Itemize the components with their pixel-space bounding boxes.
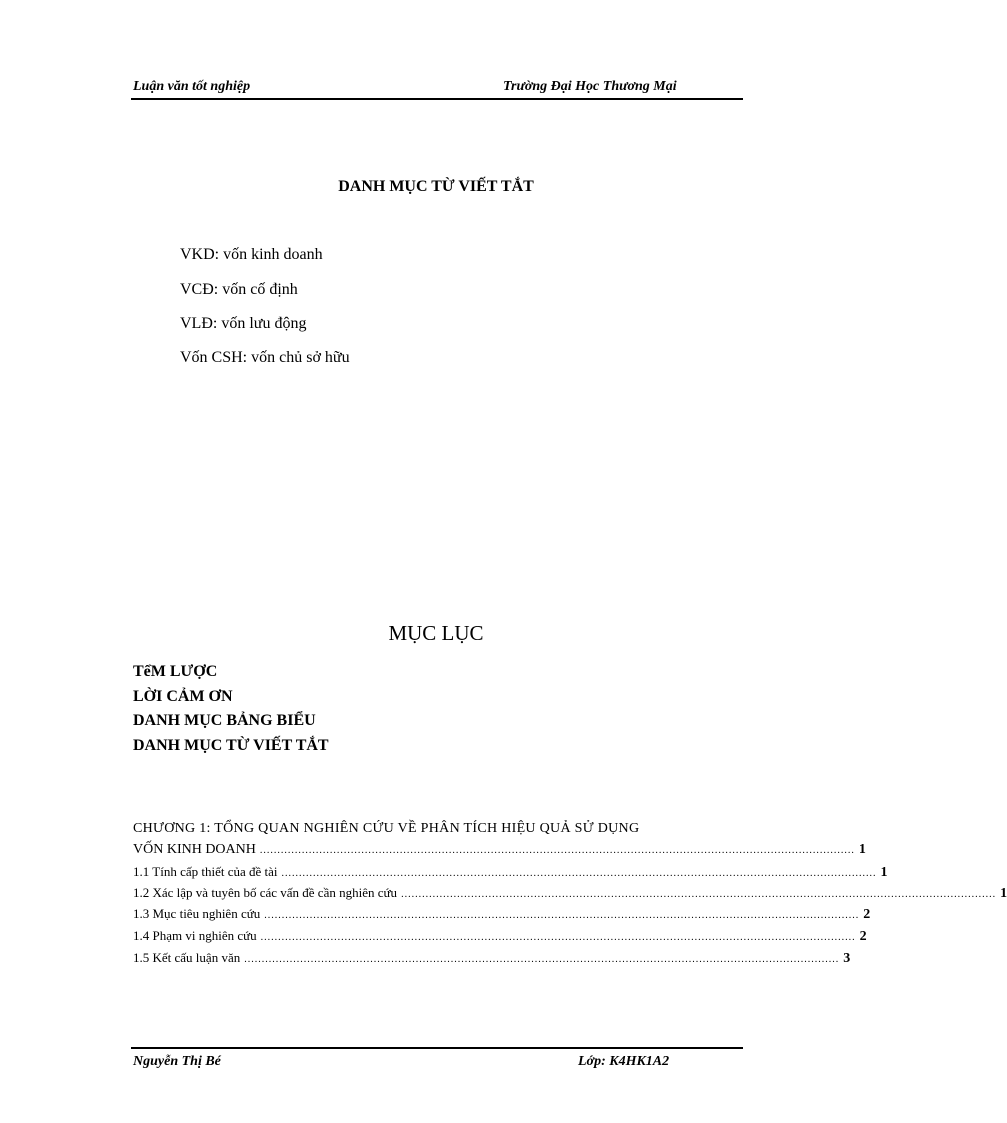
toc-front-item: DANH MỤC BẢNG BIỂU	[133, 712, 316, 729]
footer-right: Lớp: K4HK1A2	[578, 1054, 670, 1069]
toc-entry-page: 3	[843, 951, 851, 966]
header-right: Trường Đại Học Thương Mại	[503, 79, 677, 94]
toc-entry-page: 1	[1000, 886, 1007, 901]
toc-entry-label: 1.5 Kết cấu luận văn	[133, 950, 241, 965]
toc-leader: ..........................................................................................................................................................................	[281, 868, 877, 879]
toc-leader: ..........................................................................................................................................................................	[259, 845, 855, 856]
toc-chapter-heading: CHƯƠNG 1: TỔNG QUAN NGHIÊN CỨU VỀ PHÂN TÍCH HIỆU QUẢ SỬ DỤNG	[133, 821, 640, 836]
toc-front-item: TểM LƯỢC	[133, 663, 218, 680]
header-left: Luận văn tốt nghiệp	[133, 79, 251, 94]
toc-front-item: LỜI CẢM ƠN	[133, 688, 233, 705]
toc-entry-page: 2	[863, 907, 871, 922]
toc-leader: ..........................................................................................................................................................................	[244, 954, 840, 965]
toc-leader: ..........................................................................................................................................................................	[401, 889, 997, 900]
toc-entry-label: 1.2 Xác lập và tuyên bố các vấn đề cần nghiên cứu	[133, 885, 398, 900]
abbreviation-item: VLĐ: vốn lưu động	[180, 315, 307, 332]
toc-entry[interactable]	[133, 885, 1007, 903]
toc-entry[interactable]	[133, 864, 888, 882]
toc-title: MỤC LỤC	[388, 621, 484, 645]
toc-entry-label: 1.1 Tính cấp thiết của đề tài	[133, 864, 278, 879]
abbreviation-item: VKD: vốn kinh doanh	[180, 246, 323, 263]
toc-leader: ..........................................................................................................................................................................	[260, 932, 856, 943]
footer-rule	[131, 1047, 743, 1049]
toc-entry-page: 1	[858, 842, 866, 857]
toc-entry-label: 1.4 Phạm vi nghiên cứu	[133, 928, 257, 943]
header-rule	[131, 98, 743, 100]
toc-entry-page: 1	[880, 865, 888, 880]
toc-front-item: DANH MỤC TỪ VIẾT TẮT	[133, 737, 329, 754]
toc-entry[interactable]	[133, 928, 867, 946]
toc-entry[interactable]	[133, 842, 866, 860]
toc-leader: ..........................................................................................................................................................................	[264, 910, 860, 921]
abbreviation-item: Vốn CSH: vốn chủ sở hữu	[180, 349, 350, 366]
abbreviations-title: DANH MỤC TỪ VIẾT TẮT	[338, 178, 534, 195]
toc-entry-page: 2	[859, 929, 867, 944]
toc-entry-label: VỐN KINH DOANH	[133, 842, 256, 857]
toc-entry-label: 1.3 Mục tiêu nghiên cứu	[133, 906, 261, 921]
toc-entry[interactable]	[133, 906, 871, 924]
toc-entry[interactable]	[133, 950, 851, 968]
abbreviation-item: VCĐ: vốn cố định	[180, 281, 298, 298]
footer-left: Nguyễn Thị Bé	[133, 1054, 221, 1069]
